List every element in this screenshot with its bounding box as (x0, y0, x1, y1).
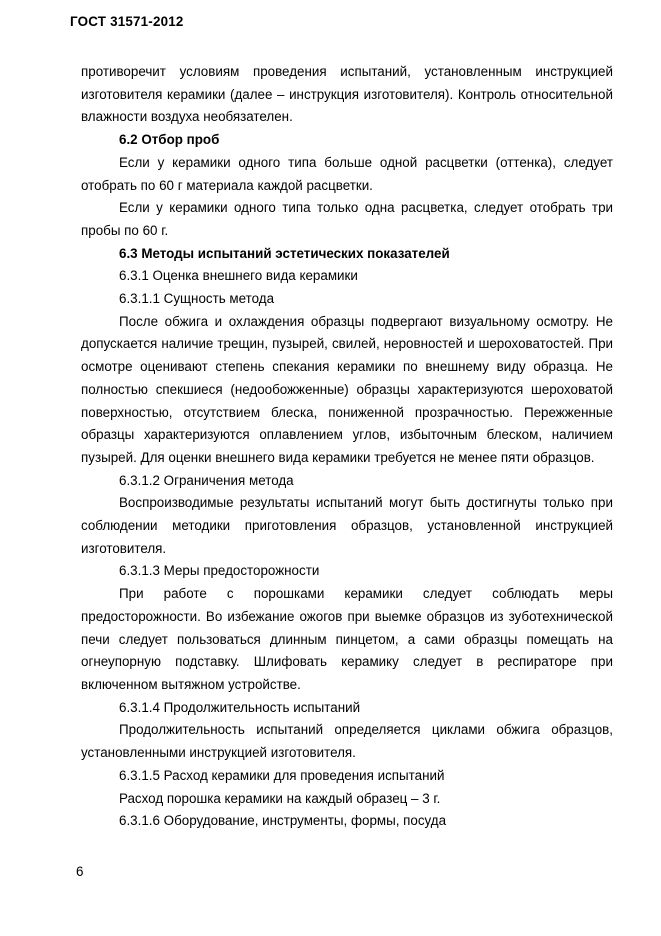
subsection-heading-6-3-1-4: 6.3.1.4 Продолжительность испытаний (119, 699, 361, 715)
paragraph-sampling-single-color: Если у керамики одного типа только одна расцветка, следует отобрать три пробы по 60 г. (81, 200, 613, 238)
subsection-heading-6-3-1-2: 6.3.1.2 Ограничения метода (119, 472, 294, 488)
paragraph-test-duration: Продолжительность испытаний определяется циклами обжига образцов, установленными инструкцией изготовителя. (81, 722, 613, 761)
paragraph-ceramic-consumption: Расход порошка керамики на каждый образец – 3 г. (119, 790, 441, 806)
subsection-heading-6-3-1: 6.3.1 Оценка внешнего вида керамики (119, 268, 358, 284)
section-heading-6-2: 6.2 Отбор проб (119, 132, 220, 148)
paragraph-continuation: противоречит условиям проведения испытаний, установленным инструкцией изготовителя керамики (далее – инструкция изготовителя). Контроль относительной влажности воздуха необязателен. (81, 64, 613, 125)
subsection-heading-6-3-1-1: 6.3.1.1 Сущность метода (119, 291, 275, 307)
subsection-heading-6-3-1-5: 6.3.1.5 Расход керамики для проведения испытаний (119, 767, 445, 783)
paragraph-precautions: При работе с порошками керамики следует соблюдать меры предосторожности. Во избежание ожогов при выемке образцов из зуботехнической печи следует пользоваться длинным пинцетом, а сами образцы помещать на огнеупорную подставку. Шлифовать керамику следует в респираторе при включенном вытяжном устройстве. (81, 586, 613, 692)
page-number: 6 (76, 864, 84, 879)
subsection-heading-6-3-1-3: 6.3.1.3 Меры предосторожности (119, 563, 320, 579)
document-header: ГОСТ 31571-2012 (70, 14, 184, 29)
document-body (81, 61, 613, 833)
subsection-heading-6-3-1-6: 6.3.1.6 Оборудование, инструменты, формы, посуда (119, 813, 447, 829)
paragraph-method-limitations: Воспроизводимые результаты испытаний могут быть достигнуты только при соблюдении методики приготовления образцов, установленной инструкцией изготовителя. (81, 495, 613, 556)
section-heading-6-3: 6.3 Методы испытаний эстетических показателей (119, 245, 450, 261)
paragraph-sampling-multiple-colors: Если у керамики одного типа больше одной расцветки (оттенка), следует отобрать по 60 г материала каждой расцветки. (81, 154, 613, 193)
paragraph-method-essence: После обжига и охлаждения образцы подвергают визуальному осмотру. Не допускается наличие трещин, пузырей, свилей, неровностей и шероховатостей. При осмотре оценивают степень спекания керамики по внешнему виду образца. Не полностью спекшиеся (недообожженные) образцы характеризуются шероховатой поверхностью, отсутствием блеска, пониженной прозрачностью. Пережженные образцы характеризуются оплавлением углов, избыточным блеском, наличием пузырей. Для оценки внешнего вида керамики требуется не менее пяти образцов. (81, 313, 613, 465)
